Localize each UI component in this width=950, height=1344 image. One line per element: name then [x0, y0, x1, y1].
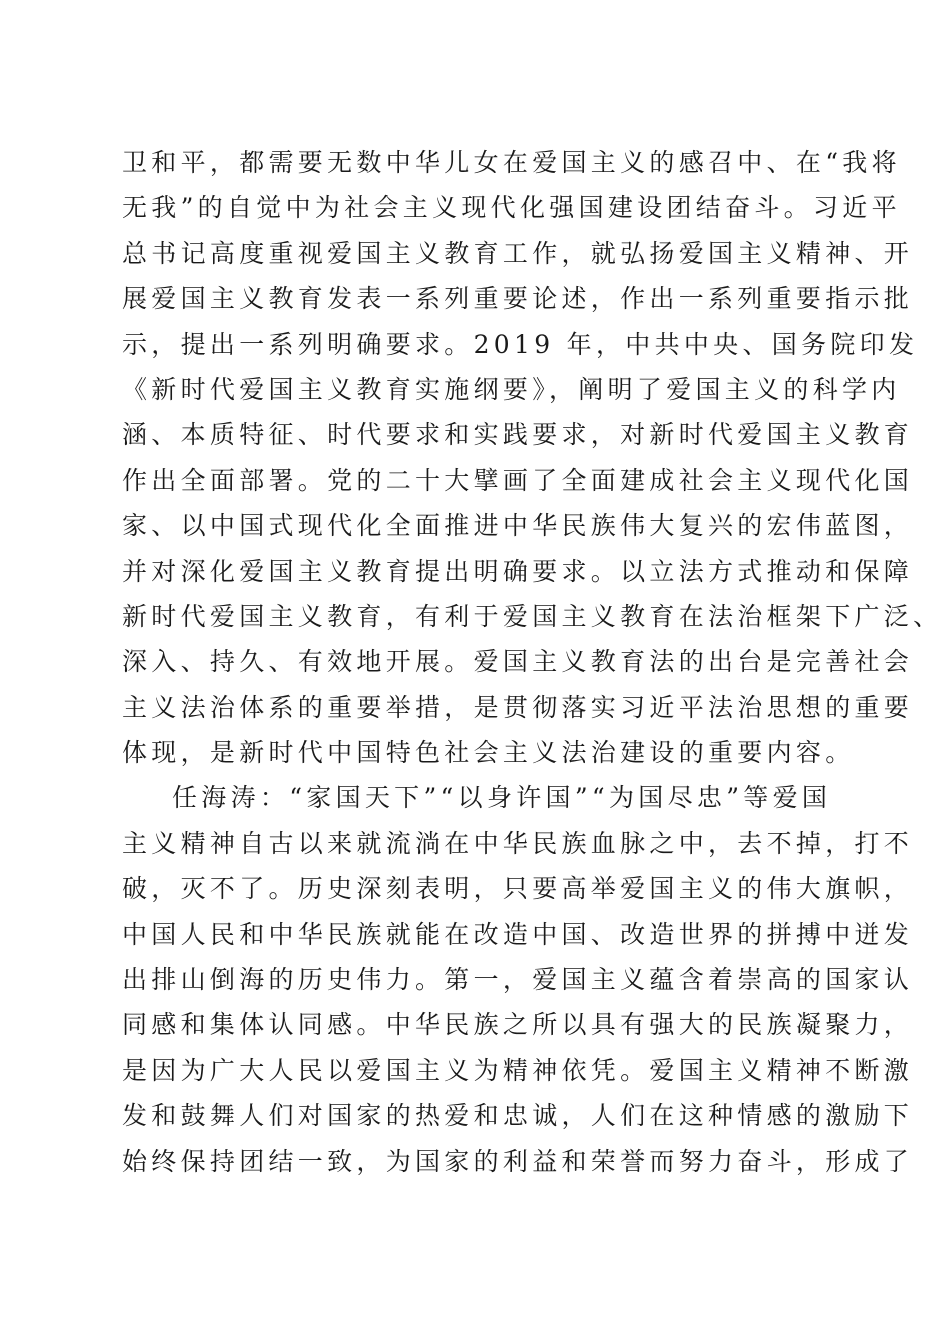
body-text — [122, 140, 943, 1184]
text-line: 中国人民和中华民族就能在改造中国、改造世界的拼搏中迸发 — [122, 919, 914, 949]
text-line: 《新时代爱国主义教育实施纲要》，阐明了爱国主义的科学内 — [122, 374, 901, 404]
text-line: 新时代爱国主义教育，有利于爱国主义教育在法治框架下广泛、 — [122, 601, 943, 631]
text-line: 体现，是新时代中国特色社会主义法治建设的重要内容。 — [122, 738, 855, 768]
text-line: 并对深化爱国主义教育提出明确要求。以立法方式推动和保障 — [122, 556, 914, 586]
text-line: 深入、持久、有效地开展。爱国主义教育法的出台是完善社会 — [122, 647, 914, 677]
text-line: 卫和平，都需要无数中华儿女在爱国主义的感召中、在“我将 — [122, 148, 901, 177]
text-line: 作出全面部署。党的二十大擘画了全面建成社会主义现代化国 — [122, 465, 914, 495]
text-line: 涵、本质特征、时代要求和实践要求，对新时代爱国主义教育 — [122, 420, 914, 450]
text-line: 同感和集体认同感。中华民族之所以具有强大的民族凝聚力， — [122, 1010, 914, 1040]
text-line: 家、以中国式现代化全面推进中华民族伟大复兴的宏伟蓝图， — [122, 511, 914, 541]
text-line: 总书记高度重视爱国主义教育工作，就弘扬爱国主义精神、开 — [122, 238, 914, 268]
text-line: 破，灭不了。历史深刻表明，只要高举爱国主义的伟大旗帜， — [122, 874, 914, 904]
text-line: 主义法治体系的重要举措，是贯彻落实习近平法治思想的重要 — [122, 692, 914, 722]
text-line: 示，提出一系列明确要求。2019 年，中共中央、国务院印发 — [122, 329, 919, 359]
text-line: 无我”的自觉中为社会主义现代化强国建设团结奋斗。习近平 — [122, 193, 901, 223]
text-line: 展爱国主义教育发表一系列重要论述，作出一系列重要指示批 — [122, 284, 914, 314]
paragraph-start-line: 任海涛：“家国天下”“以身许国”“为国尽忠”等爱国 — [172, 783, 832, 813]
text-line: 发和鼓舞人们对国家的热爱和忠诚，人们在这种情感的激励下 — [122, 1101, 914, 1131]
text-line: 主义精神自古以来就流淌在中华民族血脉之中，去不掉，打不 — [122, 828, 914, 858]
text-line: 是因为广大人民以爱国主义为精神依凭。爱国主义精神不断激 — [122, 1055, 914, 1085]
text-line: 出排山倒海的历史伟力。第一，爱国主义蕴含着崇高的国家认 — [122, 965, 914, 995]
text-line: 始终保持团结一致，为国家的利益和荣誉而努力奋斗，形成了 — [122, 1146, 914, 1176]
